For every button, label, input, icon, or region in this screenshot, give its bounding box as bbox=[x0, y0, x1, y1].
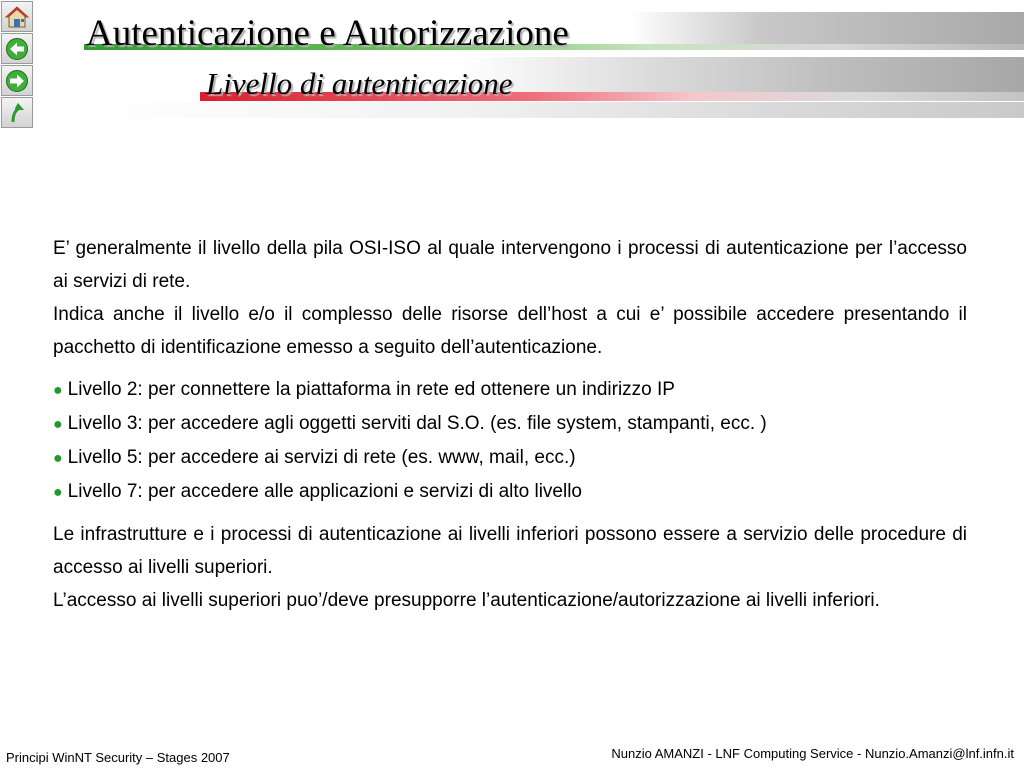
up-button[interactable] bbox=[1, 97, 33, 128]
list-item bbox=[53, 407, 967, 441]
list-item bbox=[53, 441, 967, 475]
list-item-text: Livello 5: per accedere ai servizi di rete (es. www, mail, ecc.) bbox=[67, 447, 576, 468]
footer-right: Nunzio AMANZI - LNF Computing Service - Nunzio.Amanzi@lnf.infn.it bbox=[611, 746, 1014, 761]
paragraph-1: E’ generalmente il livello della pila OSI-ISO al quale intervengono i processi di autenticazione per l’accesso ai servizi di rete. bbox=[53, 238, 967, 292]
arrow-right-icon bbox=[5, 69, 29, 93]
arrow-up-icon bbox=[5, 101, 29, 125]
paragraph-3: Le infrastrutture e i processi di autenticazione ai livelli inferiori possono essere a servizio delle procedure di accesso ai livelli superiori. bbox=[53, 524, 967, 578]
list-item bbox=[53, 373, 967, 407]
back-button[interactable] bbox=[1, 33, 33, 64]
bullet-list bbox=[53, 373, 967, 509]
bullet-icon: ● bbox=[53, 416, 63, 433]
home-icon bbox=[5, 5, 29, 29]
page-subtitle: Livello di autenticazione bbox=[206, 66, 513, 101]
header-bar-bottom bbox=[84, 102, 1024, 118]
slide-content bbox=[53, 232, 967, 617]
list-item-text: Livello 2: per connettere la piattaforma in rete ed ottenere un indirizzo IP bbox=[67, 379, 675, 400]
forward-button[interactable] bbox=[1, 65, 33, 96]
bullet-icon: ● bbox=[53, 484, 63, 501]
paragraph-2: Indica anche il livello e/o il complesso delle risorse dell’host a cui e’ possibile accedere presentando il pacchetto di identificazione emesso a seguito dell’autenticazione. bbox=[53, 304, 967, 358]
home-button[interactable] bbox=[1, 1, 33, 32]
bullet-icon: ● bbox=[53, 382, 63, 399]
bullet-icon: ● bbox=[53, 450, 63, 467]
nav-toolbar bbox=[0, 0, 35, 130]
arrow-left-icon bbox=[5, 37, 29, 61]
footer-left: Principi WinNT Security – Stages 2007 bbox=[6, 750, 230, 765]
list-item-text: Livello 3: per accedere agli oggetti serviti dal S.O. (es. file system, stampanti, ecc. ) bbox=[67, 413, 767, 434]
list-item bbox=[53, 475, 967, 509]
list-item-text: Livello 7: per accedere alle applicazioni e servizi di alto livello bbox=[67, 481, 582, 502]
page-title: Autenticazione e Autorizzazione bbox=[86, 13, 569, 54]
paragraph-4: L’accesso ai livelli superiori puo’/deve presupporre l’autenticazione/autorizzazione ai livelli inferiori. bbox=[53, 590, 880, 611]
